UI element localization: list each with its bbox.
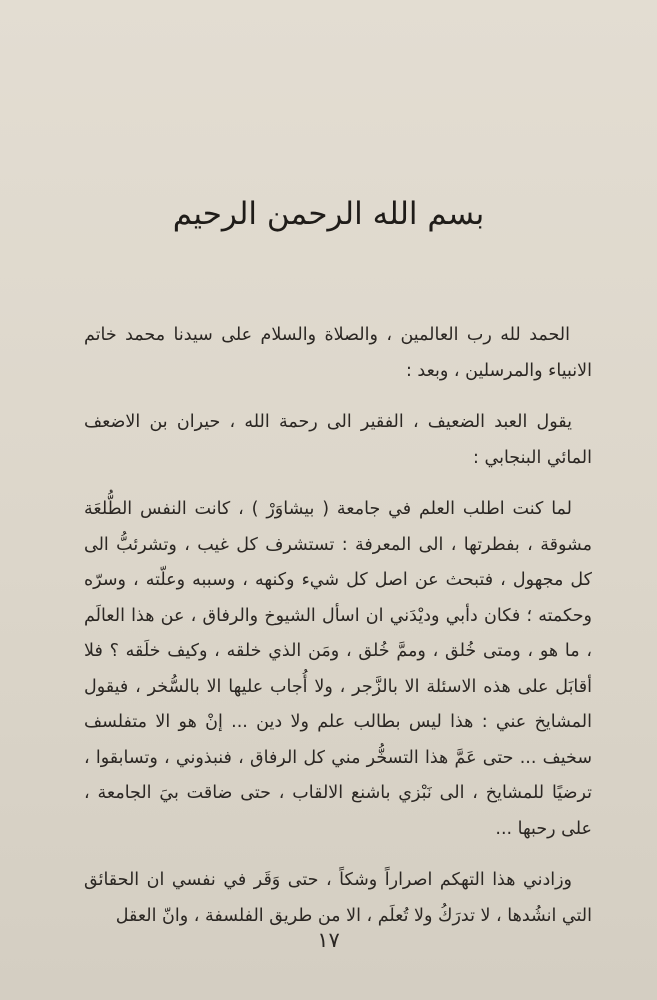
paragraph-author: يقول العبد الضعيف ، الفقير الى رحمة الله ، حيران بن الاضعف المائي البنجابي : [84,412,592,468]
paragraph-university: لما كنت اطلب العلم في جامعة ( بيشاوَرْ ) ، كانت النفس الطُّلعَة مشوقة ، بفطرتها ، الى المعرفة : تستشرف كل غيب ، وتشرئبُّ الى كل مجهول ، فتبحث عن اصل كل شيء وكنهه ، وسببه وعلّته ، وسرّه وحكمته ؛ فكان دأبي وديْدَني ان اسأل الشيوخ والرفاق ، عن هذا العالَم ، ما هو ، ومتى خُلق ، وممَّ خُلق ، ومَن الذي خلقه ، وكيف خلَقه ؟ فلا أقابَل على هذه الاسئلة الا بالزَّجر ، ولا أُجاب عليها الا بالسُّخر ، فيقول المشايخ عني : هذا ليس بطالب علم ولا دين ... إنْ هو الا متفلسف سخيف ... حتى عَمَّ هذا التسخُّر مني كل الرفاق ، فنبذوني ، وتسابقوا ، ترضيًا للمشايخ ، الى نَبْزي باشنع الالقاب ، حتى ضاقت بيَ الجامعة ، على رحبها ... [84,499,592,839]
paragraph-philosophy: وزادني هذا التهكم اصراراً وشكاً ، حتى وَقَر في نفسي ان الحقائق التي انشُدها ، لا تدرَكُ ولا تُعلَم ، الا من طريق الفلسفة ، وانّ العقل [84,870,592,926]
body-text [84,318,592,950]
page-number: ١٧ [317,928,340,952]
basmala-heading: بسم الله الرحمن الرحيم [172,196,485,232]
paragraph-praise: الحمد لله رب العالمين ، والصلاة والسلام على سيدنا محمد خاتم الانبياء والمرسلين ، وبعد : [84,325,592,381]
